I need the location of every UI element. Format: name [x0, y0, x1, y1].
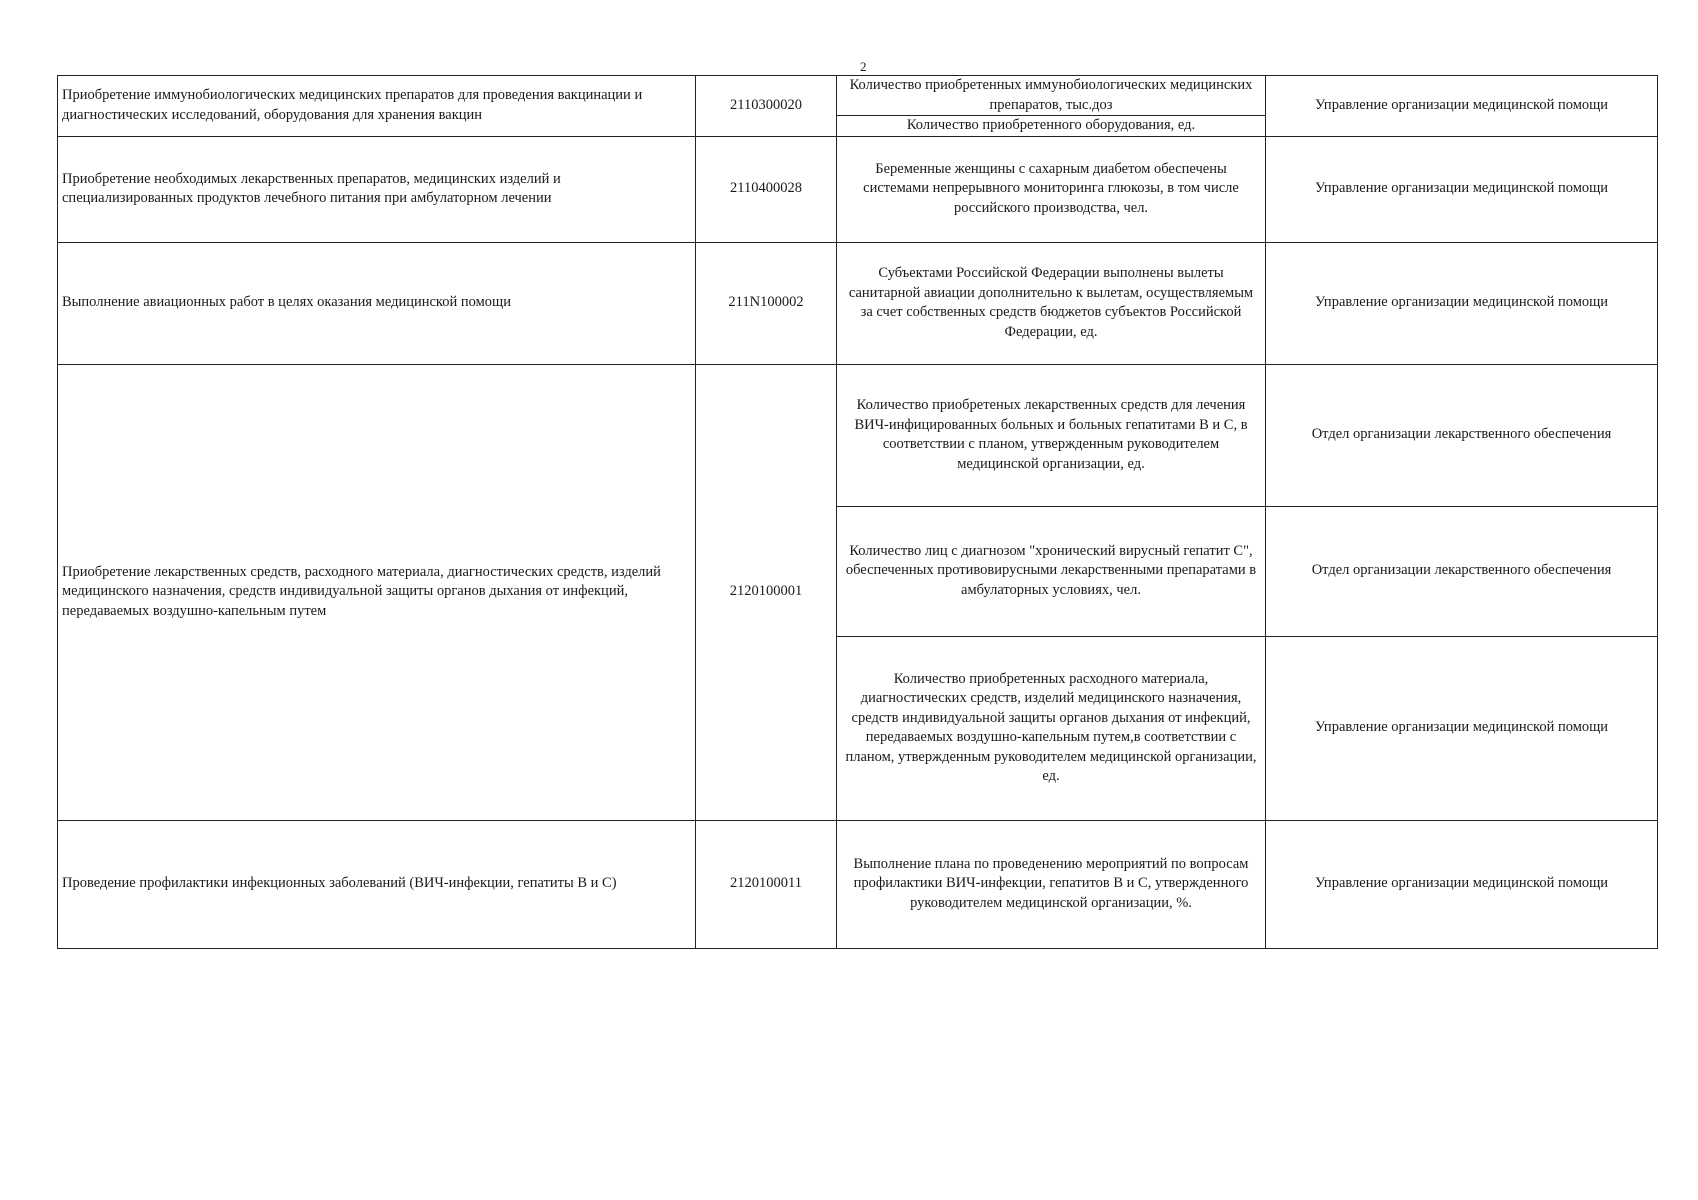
- indicator-cell: [837, 242, 1266, 364]
- responsible-cell: [1266, 76, 1658, 137]
- responsible-cell: [1266, 636, 1658, 820]
- responsible-cell: [1266, 136, 1658, 242]
- page-number: 2: [860, 59, 867, 74]
- indicator-text: Количество лиц с диагнозом "хронический вирусный гепатит С", обеспеченных противовирусными лекарственными препаратами в амбулаторных условиях, чел.: [845, 542, 1257, 598]
- activities-table: [57, 75, 1658, 949]
- code-cell: [696, 242, 837, 364]
- responsible-text: Управление организации медицинской помощи: [1314, 294, 1609, 311]
- code-cell: [696, 136, 837, 242]
- activity-text: Выполнение авиационных работ в целях оказания медицинской помощи: [62, 294, 511, 311]
- responsible-text: Управление организации медицинской помощи: [1314, 180, 1609, 197]
- table-row: [58, 76, 1658, 116]
- indicator-text: Беременные женщины с сахарным диабетом обеспечены системами непрерывного мониторинга глюкозы, в том числе российского производства, чел.: [863, 160, 1239, 216]
- responsible-text: Управление организации медицинской помощи: [1314, 97, 1609, 113]
- indicator-cell: [837, 136, 1266, 242]
- responsible-cell: [1266, 820, 1658, 948]
- activity-cell: [58, 136, 696, 242]
- activity-text: Приобретение иммунобиологических медицинских препаратов для проведения вакцинации и диагностических исследований, оборудования для хранения вакцин: [62, 87, 643, 123]
- indicator-cell: [837, 636, 1266, 820]
- table-row: [58, 364, 1658, 506]
- indicator-cell: [837, 506, 1266, 636]
- table-row: [58, 136, 1658, 242]
- activity-text: Приобретение необходимых лекарственных препаратов, медицинских изделий и специализированных продуктов лечебного питания при амбулаторном лечении: [62, 170, 561, 206]
- activity-cell: [58, 76, 696, 137]
- indicator-cell: [837, 820, 1266, 948]
- responsible-cell: [1266, 364, 1658, 506]
- indicator-text: Количество приобретеных лекарственных средств для лечения ВИЧ-инфицированных больных и больных гепатитами В и С, в соответствии с планом, утвержденным руководителем медицинской организации, ед.: [854, 397, 1248, 472]
- table-row: [58, 820, 1658, 948]
- responsible-cell: [1266, 506, 1658, 636]
- indicator-text: Выполнение плана по проведенению мероприятий по вопросам профилактики ВИЧ-инфекции, гепатитов В и С, утвержденного руководителем медицинской организации, %.: [853, 855, 1249, 911]
- indicator-text: Количество приобретенных иммунобиологических медицинских препаратов, тыс.доз: [849, 77, 1253, 113]
- indicator-text: Субъектами Российской Федерации выполнены вылеты санитарной авиации дополнительно к вылетам, осуществляемым за счет собственных средств бюджетов субъектов Российской Федерации, ед.: [848, 265, 1254, 340]
- indicator-cell: [837, 76, 1266, 116]
- activity-cell: [58, 364, 696, 820]
- indicator-text: Количество приобретенных расходного материала, диагностических средств, изделий медицинского назначения, средств индивидуальной защиты органов дыхания от инфекций, передаваемых воздушно-капельным путем,в соответствии с планом, утвержденным руководителем медицинской организации, ед.: [845, 670, 1257, 784]
- responsible-cell: [1266, 242, 1658, 364]
- code-text: 2110300020: [730, 97, 802, 113]
- activity-cell: [58, 242, 696, 364]
- code-text: 2120100001: [729, 583, 803, 600]
- code-text: 2110400028: [730, 180, 802, 197]
- code-text: 2120100011: [730, 875, 802, 892]
- code-text: 211N100002: [728, 294, 804, 311]
- code-cell: [696, 364, 837, 820]
- code-cell: [696, 820, 837, 948]
- activity-text: Приобретение лекарственных средств, расходного материала, диагностических средств, изделий медицинского назначения, средств индивидуальной защиты органов дыхания от инфекций, передаваемых воздушно-капельным путем: [62, 563, 661, 619]
- table-row: [58, 242, 1658, 364]
- indicator-cell: [837, 116, 1266, 137]
- responsible-text: Отдел организации лекарственного обеспечения: [1311, 426, 1612, 443]
- responsible-text: Управление организации медицинской помощи: [1314, 875, 1609, 892]
- indicator-cell: [837, 364, 1266, 506]
- responsible-text: Отдел организации лекарственного обеспечения: [1311, 562, 1612, 579]
- responsible-text: Управление организации медицинской помощи: [1314, 719, 1609, 736]
- code-cell: [696, 76, 837, 137]
- activity-cell: [58, 820, 696, 948]
- activity-text: Проведение профилактики инфекционных заболеваний (ВИЧ-инфекции, гепатиты В и С): [62, 875, 617, 892]
- indicator-text: Количество приобретенного оборудования, ед.: [906, 117, 1196, 133]
